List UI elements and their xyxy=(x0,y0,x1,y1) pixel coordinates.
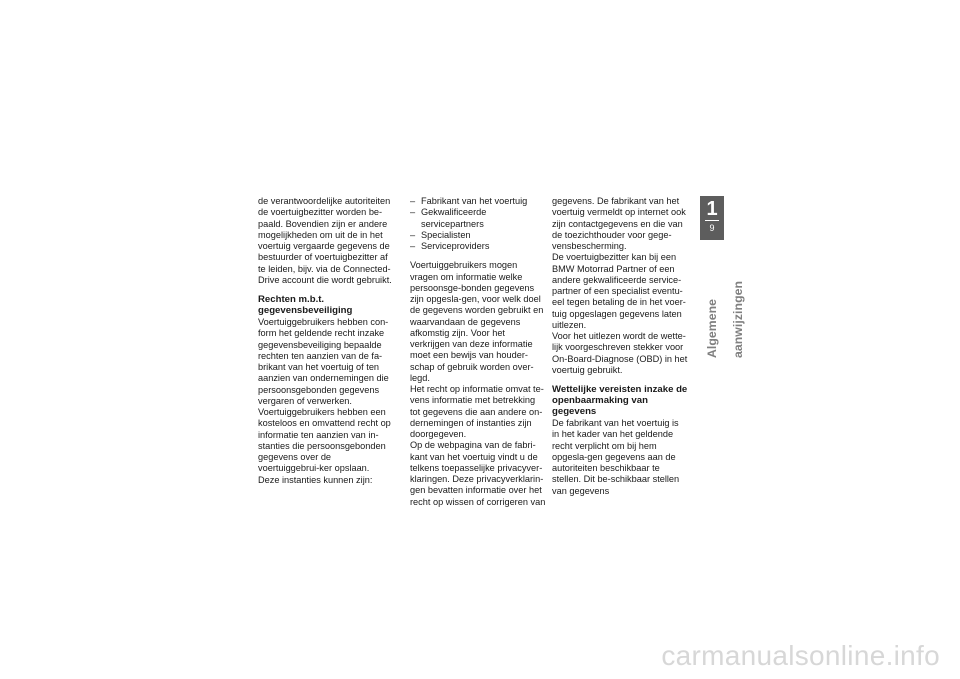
text-column-1 xyxy=(258,196,394,486)
paragraph: Het recht op informatie omvat te-vens informatie met betrekking tot gegevens die aan andere on-dernemingen of instanties zijn doorgegeven. xyxy=(410,384,544,439)
chapter-title: Algemene aanwijzingen xyxy=(705,280,745,358)
section-heading-legal-requirements: Wettelijke vereisten inzake de openbaarmaking van gegevens xyxy=(552,384,688,417)
list-item: – Gekwalificeerde servicepartners xyxy=(410,207,546,230)
paragraph: gegevens. De fabrikant van het voertuig vermeldt op internet ook zijn contactgegevens en die van de toezichthouder voor gege-vensbescherming. xyxy=(552,196,686,251)
paragraph: Op de webpagina van de fabri-kant van het voertuig vindt u de telkens toepasselijke privacyver-klaringen. Deze privacyverklarin-gen bevatten informatie over het recht op wissen of corrigeren van xyxy=(410,440,546,507)
paragraph: Voertuiggebruikers mogen vragen om informatie welke persoonsge-bonden gegevens zijn opgesla-gen, voor welk doel de gegevens worden gebruikt en waarvandaan de gegevens afkomstig zijn. Voor het verkrijgen van deze informatie moet een bewijs van houder-schap of gebruik worden over-legd. xyxy=(410,260,544,383)
list-item: – Serviceproviders xyxy=(410,241,546,252)
text-column-2 xyxy=(410,196,546,508)
paragraph: de verantwoordelijke autoriteiten de voertuigbezitter worden be-paald. Bovendien zijn er andere mogelijkheden om uit de in het voertuig vergaarde gegevens de bestuurder of voertuigbezitter af te leiden, bijv. via de Connected-Drive account die wordt gebruikt. xyxy=(258,196,392,285)
paragraph: Deze instanties kunnen zijn: xyxy=(258,474,373,485)
paragraph: Voor het uitlezen wordt de wette-lijk voorgeschreven stekker voor On-Board-Diagnose (OBD) in het voertuig gebruikt. xyxy=(552,331,688,375)
chapter-tab xyxy=(700,196,724,240)
list-item: – Fabrikant van het voertuig xyxy=(410,196,546,207)
watermark: carmanualsonline.info xyxy=(661,640,940,671)
chapter-number: 1 xyxy=(706,198,718,220)
list-item: – Specialisten xyxy=(410,230,546,241)
paragraph: De voertuigbezitter kan bij een BMW Motorrad Partner of een andere gekwalificeerde service-partner of een specialist eventu-eel tegen betaling de in het voer-tuig opgeslagen gegevens laten uitlezen. xyxy=(552,252,686,330)
text-column-3 xyxy=(552,196,688,497)
section-heading-data-rights: Rechten m.b.t. gegevensbeveiliging xyxy=(258,294,353,316)
paragraph: De fabrikant van het voertuig is in het kader van het geldende recht verplicht om bij hem opgesla-gen gegevens aan de autoriteiten beschikbaar te stellen. Dit be-schikbaar stellen van gegevens xyxy=(552,418,680,496)
paragraph: Voertuiggebruikers hebben con-form het geldende recht inzake gegevensbeveiliging bepaalde rechten ten aanzien van de fa-brikant van het voertuig of ten aanzien van ondernemingen die persoonsgebonden gegevens vergaren of verwerken. xyxy=(258,317,389,406)
instance-list xyxy=(410,196,546,252)
page-number: 9 xyxy=(709,223,715,233)
paragraph: Voertuiggebruikers hebben een kosteloos en omvattend recht op informatie ten aanzien van in-stanties die persoonsgebonden gegevens over de voertuiggebrui-ker opslaan. xyxy=(258,407,391,474)
